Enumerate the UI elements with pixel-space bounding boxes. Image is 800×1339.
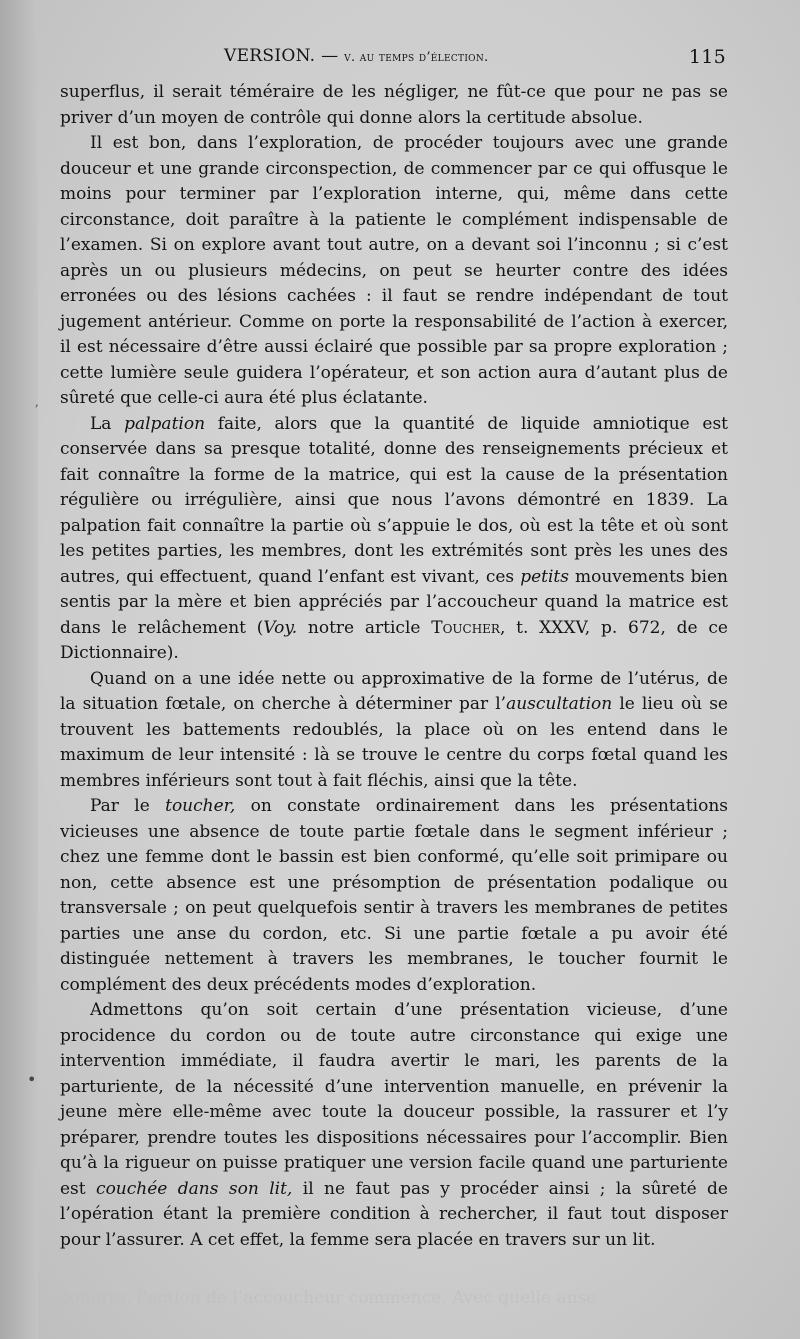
text-run: on constate ordinairement dans les présentations vicieuses une absence de toute partie fœtale dans le segment inférieur ; chez une femme dont le bassin est bien conformé, qu’elle soit primipare ou non, cette absence est une présomption de présentation podalique ou transversale ; on peut quelquefois sentir à travers les membranes de petites parties une anse du cordon, etc. Si une partie fœtale a pu avoir été distinguée nettement à travers les membranes, le toucher fournit le complément des deux précédents modes d’exploration. xyxy=(60,796,728,995)
text-run: Il est bon, dans l’exploration, de procéder toujours avec une grande douceur et une grande circonspection, de commencer par ce qui offusque le moins pour terminer par l’exploration interne, qui, même dans cette circonstance, doit paraître à la patiente le complément indispensable de l’examen. Si on explore avant tout autre, on a devant soi l’inconnu ; si c’est après un ou plusieurs médecins, on peut se heurter contre des idées erronées ou des lésions cachées : il faut se rendre indépendant de tout jugement antérieur. Comme on porte la responsabilité de l’action à exercer, il est nécessaire d’être aussi éclairé que possible par sa propre exploration ; cette lumière seule guidera l’opérateur, et son action aura d’autant plus de sûreté que celle-ci aura été plus éclatante. xyxy=(60,133,728,408)
italic-term-toucher: toucher, xyxy=(165,796,236,816)
page-number: 115 xyxy=(688,46,726,68)
margin-tick-icon: , xyxy=(35,395,39,409)
text-run: il ne faut pas y procéder ainsi ; la sûreté de l’opération étant la première condition à rechercher, il faut tout disposer pour l’assurer. A cet effet, la femme sera placée en travers sur un lit. xyxy=(60,1178,728,1250)
text-run: , t. XXXV, p. 672, de ce Dictionnaire). xyxy=(60,617,728,663)
header-dash: — xyxy=(321,46,339,66)
paragraph-5 xyxy=(60,794,728,998)
paragraph-3 xyxy=(60,412,728,667)
text-run: notre article xyxy=(297,617,432,638)
text-run: le lieu où se trouvent les battements redoublés, la place où on les entend dans le maximum de leur intensité : là se trouve le centre du corps fœtal quand les membres inférieurs sont tout à fait fléchis, ainsi que la tête. xyxy=(60,694,728,791)
italic-term-petits: petits xyxy=(520,566,569,587)
header-subtitle: v. au temps d’élection. xyxy=(344,50,489,65)
text-run: superflus, il serait téméraire de les négliger, ne fût-ce que pour ne pas se priver d’un moyen de contrôle qui donne alors la certitude absolue. xyxy=(60,82,728,128)
text-run: Quand on a une idée nette ou approximative de la forme de l’utérus, de la situation fœtale, on cherche à déterminer par l’ xyxy=(60,668,728,714)
running-title xyxy=(224,46,488,66)
italic-term-palpation: palpation xyxy=(124,413,206,434)
paragraph-1 xyxy=(60,80,728,131)
small-caps-reference: Toucher xyxy=(431,617,500,638)
text-run: faite, alors que la quantité de liquide amniotique est conservée dans sa presque totalité, donne des renseignements précieux et fait connaître la forme de la matrice, qui est la cause de la présentation régulière ou irrégulière, ainsi que nous l’avons démontré en 1839. La palpation fait connaître la partie où s’appuie le dos, où est la tête et où sont les petites parties, les membres, dont les extrémités sont près les unes des autres, qui effectuent, quand l’enfant est vivant, ces xyxy=(60,413,729,587)
header-title: VERSION. xyxy=(224,46,316,66)
margin-speck-icon: • xyxy=(27,1070,37,1089)
paragraph-2 xyxy=(60,131,728,412)
text-run: mouvements bien sentis par la mère et bien appréciés par l’accoucheur quand la matrice est dans le relâchement ( xyxy=(60,566,728,638)
text-run: Par le xyxy=(90,796,166,816)
page-gutter-shadow xyxy=(0,0,38,1339)
italic-term-auscultation: auscultation xyxy=(506,694,613,714)
body-text xyxy=(60,80,728,1253)
bleed-through-text: cohorte, l’action de l’accoucheur commence. Avec quelle anse xyxy=(60,1288,597,1308)
paragraph-6 xyxy=(60,998,728,1253)
paragraph-4 xyxy=(60,667,728,795)
italic-term-couchee: couchée dans son lit, xyxy=(96,1178,293,1199)
running-header xyxy=(62,46,726,72)
text-run: Admettons qu’on soit certain d’une présentation vicieuse, d’une procidence du cordon ou de toute autre circonstance qui exige une intervention immédiate, il faudra avertir le mari, les parents de la parturiente, de la nécessité d’une intervention manuelle, en prévenir la jeune mère elle-même avec toute la douceur possible, la rassurer et l’y préparer, prendre toutes les dispositions nécessaires pour l’accomplir. Bien qu’à la rigueur on puisse pratiquer une version facile quand une parturiente est xyxy=(60,1000,728,1199)
italic-term-voy: Voy. xyxy=(263,617,298,638)
text-run: La xyxy=(90,413,125,434)
